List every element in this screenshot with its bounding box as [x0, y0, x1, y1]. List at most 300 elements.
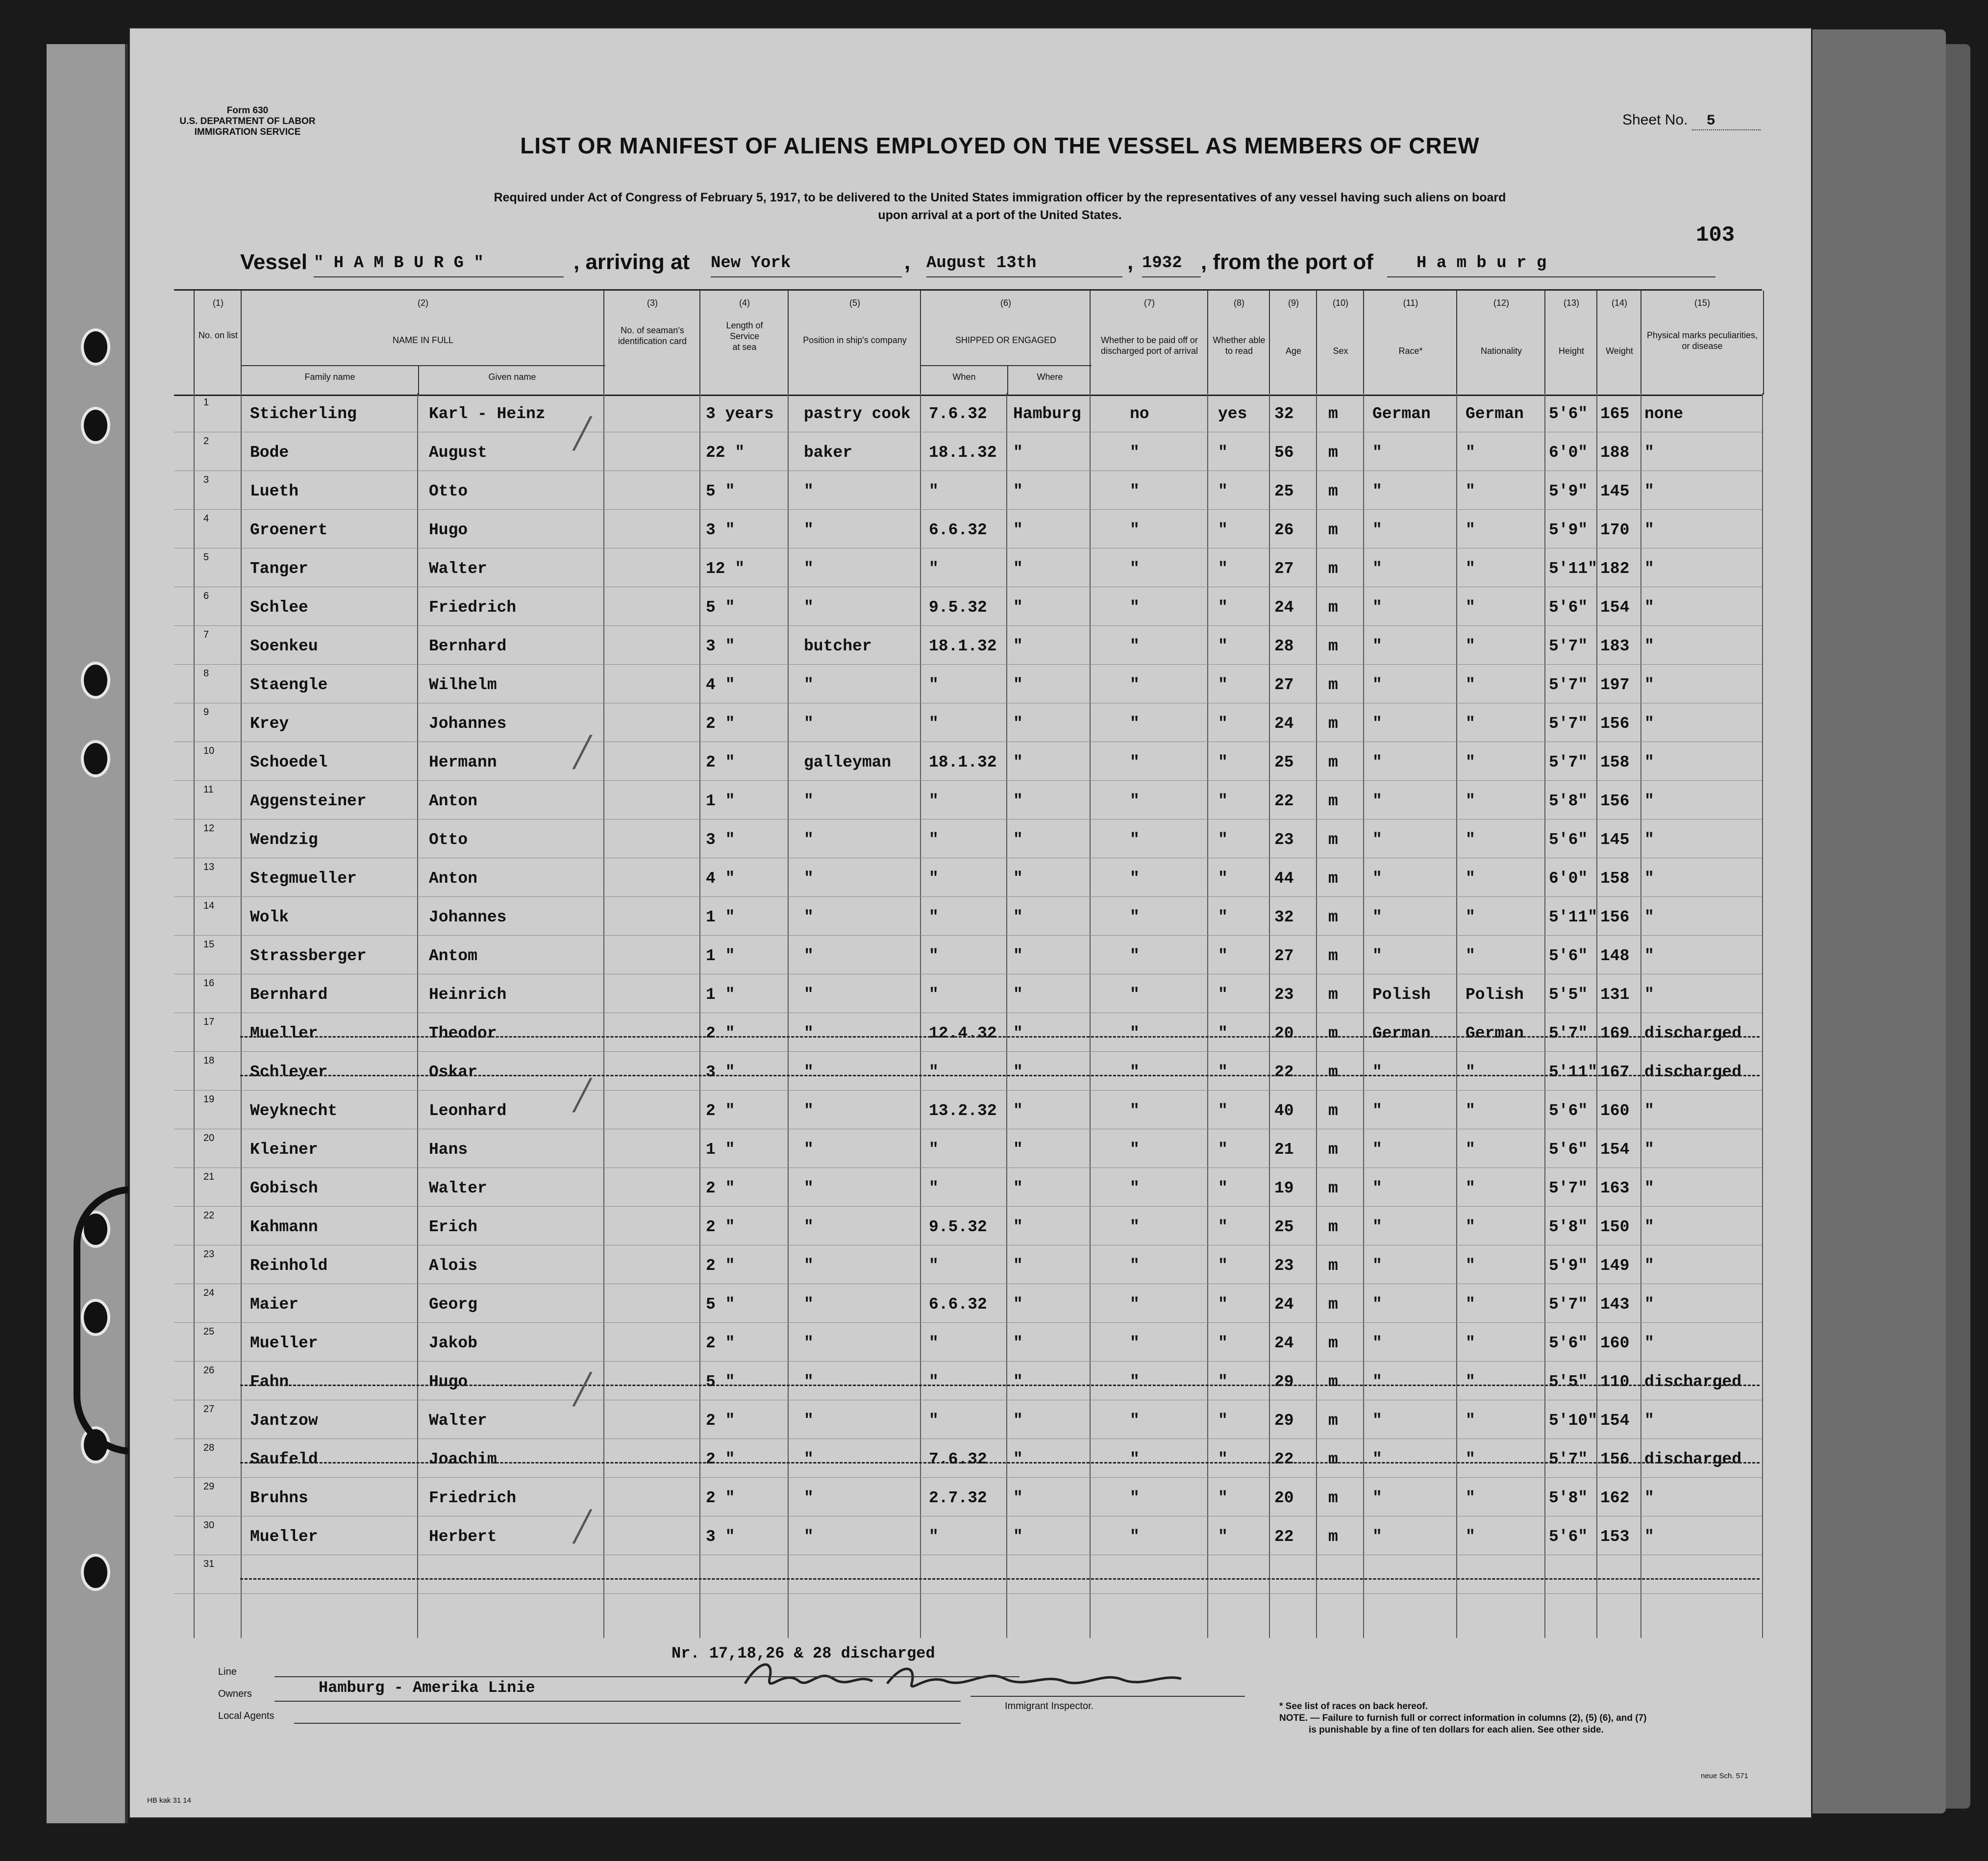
cell-age: 24 — [1274, 715, 1294, 733]
cell-when: 9.5.32 — [929, 1218, 987, 1236]
col-paid-off-header: (7) Whether to be paid off or discharged port of arrival — [1090, 291, 1208, 395]
cell-weight: 150 — [1600, 1218, 1630, 1236]
arrival-year: 1932 — [1142, 254, 1201, 277]
cell-given: Antom — [429, 947, 478, 965]
check-mark: ╱ — [573, 1510, 592, 1543]
cell-race: " — [1372, 444, 1382, 462]
cell-weight: 170 — [1600, 521, 1630, 539]
cell-service: 1 " — [706, 792, 735, 810]
cell-position: " — [804, 947, 814, 965]
cell-when: 7.6.32 — [929, 405, 987, 423]
cell-position: " — [804, 1528, 814, 1546]
cell-weight: 188 — [1600, 444, 1630, 462]
cell-where: " — [1013, 831, 1023, 849]
cell-nat: " — [1466, 521, 1475, 539]
corner-code-right: neue Sch. 571 — [1701, 1772, 1748, 1780]
col-age-header: (9) Age — [1269, 291, 1317, 395]
cell-weight: 162 — [1600, 1489, 1630, 1507]
cell-nat: " — [1466, 1102, 1475, 1120]
cell-service: 2 " — [706, 1334, 735, 1352]
cell-service: 5 " — [706, 598, 735, 617]
cell-race: " — [1372, 1489, 1382, 1507]
cell-position: " — [804, 792, 814, 810]
cell-read: " — [1218, 1024, 1228, 1042]
cell-paid: " — [1130, 444, 1140, 462]
cell-given: Otto — [429, 482, 468, 500]
cell-race: " — [1372, 715, 1382, 733]
cell-when: " — [929, 1412, 939, 1430]
cell-marks: " — [1644, 560, 1654, 578]
cell-height: 5'6" — [1549, 1141, 1588, 1159]
cell-no: 18 — [203, 1055, 215, 1066]
cell-height: 5'7" — [1549, 1295, 1588, 1314]
cell-read: " — [1218, 869, 1228, 888]
table-row — [174, 664, 1762, 703]
cell-paid: no — [1130, 405, 1149, 423]
cell-nat: " — [1466, 1063, 1475, 1081]
cell-family: Mueller — [250, 1024, 318, 1042]
cell-marks: " — [1644, 947, 1654, 965]
cell-family: Kahmann — [250, 1218, 318, 1236]
binder-ring — [74, 1186, 134, 1455]
cell-given: Hugo — [429, 521, 468, 539]
cell-no: 17 — [203, 1017, 215, 1027]
cell-sex: m — [1328, 715, 1338, 733]
cell-height: 5'6" — [1549, 405, 1588, 423]
cell-when: " — [929, 676, 939, 694]
cell-no: 9 — [203, 707, 209, 718]
cell-weight: 160 — [1600, 1334, 1630, 1352]
cell-no: 27 — [203, 1404, 215, 1414]
cell-no: 13 — [203, 862, 215, 872]
cell-marks: " — [1644, 986, 1654, 1004]
cell-read: " — [1218, 753, 1228, 771]
cell-height: 5'5" — [1549, 1373, 1588, 1391]
cell-nat: " — [1466, 792, 1475, 810]
punch-hole — [81, 740, 110, 777]
cell-when: " — [929, 947, 939, 965]
cell-nat: Polish — [1466, 986, 1524, 1004]
cell-service: 5 " — [706, 1373, 735, 1391]
cell-weight: 156 — [1600, 908, 1630, 926]
cell-paid: " — [1130, 715, 1140, 733]
cell-age: 23 — [1274, 831, 1294, 849]
cell-given: Hans — [429, 1141, 468, 1159]
cell-read: " — [1218, 908, 1228, 926]
cell-service: 12 " — [706, 560, 745, 578]
cell-position: " — [804, 1489, 814, 1507]
cell-race: " — [1372, 1218, 1382, 1236]
cell-sex: m — [1328, 1412, 1338, 1430]
department: U.S. DEPARTMENT OF LABOR — [179, 116, 316, 126]
cell-sex: m — [1328, 1218, 1338, 1236]
cell-marks: " — [1644, 792, 1654, 810]
cell-family: Schoedel — [250, 753, 328, 771]
table-row — [174, 819, 1762, 858]
cell-height: 5'10" — [1549, 1412, 1598, 1430]
table-row — [174, 742, 1762, 781]
cell-when: " — [929, 1334, 939, 1352]
cell-race: " — [1372, 1412, 1382, 1430]
cell-paid: " — [1130, 1063, 1140, 1081]
cell-when: " — [929, 986, 939, 1004]
cell-age: 25 — [1274, 482, 1294, 500]
cell-age: 22 — [1274, 1450, 1294, 1468]
vessel-name: " H A M B U R G " — [314, 254, 564, 277]
cell-when: 9.5.32 — [929, 598, 987, 617]
cell-when: " — [929, 792, 939, 810]
table-row — [174, 1051, 1762, 1091]
cell-sex: m — [1328, 637, 1338, 655]
table-row — [174, 548, 1762, 587]
cell-position: " — [804, 1218, 814, 1236]
cell-sex: m — [1328, 560, 1338, 578]
cell-when: 13.2.32 — [929, 1102, 997, 1120]
cell-when: " — [929, 831, 939, 849]
cell-marks: discharged — [1644, 1450, 1742, 1468]
cell-service: 3 " — [706, 1063, 735, 1081]
cell-position: " — [804, 715, 814, 733]
cell-age: 19 — [1274, 1179, 1294, 1197]
cell-age: 40 — [1274, 1102, 1294, 1120]
cell-service: 2 " — [706, 753, 735, 771]
cell-where: " — [1013, 753, 1023, 771]
cell-race: " — [1372, 1179, 1382, 1197]
check-mark: ╱ — [573, 736, 592, 769]
cell-position: " — [804, 869, 814, 888]
cell-position: " — [804, 521, 814, 539]
owners-label: Owners — [218, 1688, 252, 1699]
cell-height: 5'8" — [1549, 1218, 1588, 1236]
cell-nat: " — [1466, 482, 1475, 500]
table-row — [174, 858, 1762, 897]
sheet-label: Sheet No. — [1622, 112, 1688, 128]
cell-height: 5'6" — [1549, 1102, 1588, 1120]
cell-weight: 158 — [1600, 869, 1630, 888]
cell-family: Stegmueller — [250, 869, 357, 888]
table-row — [174, 393, 1762, 432]
cell-marks: " — [1644, 1257, 1654, 1275]
cell-paid: " — [1130, 482, 1140, 500]
cell-position: " — [804, 1295, 814, 1314]
cell-height: 5'6" — [1549, 947, 1588, 965]
cell-nat: " — [1466, 1489, 1475, 1507]
cell-given: Anton — [429, 792, 478, 810]
cell-marks: " — [1644, 482, 1654, 500]
discharged-note: Nr. 17,18,26 & 28 discharged — [671, 1644, 935, 1662]
cell-sex: m — [1328, 1295, 1338, 1314]
cell-weight: 131 — [1600, 986, 1630, 1004]
cell-service: 3 " — [706, 637, 735, 655]
table-row — [174, 432, 1762, 471]
cell-paid: " — [1130, 1024, 1140, 1042]
cell-family: Kleiner — [250, 1141, 318, 1159]
cell-read: " — [1218, 560, 1228, 578]
cell-no: 14 — [203, 900, 215, 911]
cell-when: " — [929, 482, 939, 500]
table-row — [174, 1361, 1762, 1400]
cell-weight: 148 — [1600, 947, 1630, 965]
cell-family: Bode — [250, 444, 289, 462]
cell-weight: 167 — [1600, 1063, 1630, 1081]
cell-race: " — [1372, 1295, 1382, 1314]
cell-paid: " — [1130, 869, 1140, 888]
cell-nat: " — [1466, 947, 1475, 965]
cell-position: " — [804, 1102, 814, 1120]
cell-no: 24 — [203, 1288, 215, 1298]
cell-age: 21 — [1274, 1141, 1294, 1159]
cell-family: Weyknecht — [250, 1102, 338, 1120]
cell-service: 2 " — [706, 1102, 735, 1120]
cell-race: " — [1372, 676, 1382, 694]
cell-age: 29 — [1274, 1412, 1294, 1430]
cell-family: Jantzow — [250, 1412, 318, 1430]
cell-where: " — [1013, 1528, 1023, 1546]
cell-no: 29 — [203, 1481, 215, 1492]
sheet-number-field — [1622, 112, 1761, 130]
cell-position: " — [804, 1450, 814, 1468]
cell-given: Erich — [429, 1218, 478, 1236]
cell-weight: 163 — [1600, 1179, 1630, 1197]
cell-service: 2 " — [706, 1218, 735, 1236]
cell-given: Hermann — [429, 753, 497, 771]
table-row — [174, 1400, 1762, 1439]
cell-given: Leonhard — [429, 1102, 507, 1120]
cell-marks: " — [1644, 444, 1654, 462]
cell-age: 32 — [1274, 908, 1294, 926]
check-mark: ╱ — [573, 1079, 592, 1112]
arrival-date: August 13th — [926, 254, 1122, 277]
cell-marks: " — [1644, 715, 1654, 733]
cell-sex: m — [1328, 831, 1338, 849]
cell-service: 3 " — [706, 831, 735, 849]
service: IMMIGRATION SERVICE — [194, 127, 301, 137]
cell-given: Alois — [429, 1257, 478, 1275]
cell-height: 5'11" — [1549, 908, 1598, 926]
cell-family: Wendzig — [250, 831, 318, 849]
cell-when: 12.4.32 — [929, 1024, 997, 1042]
cell-where: " — [1013, 715, 1023, 733]
col-height-header: (13) Height — [1544, 291, 1597, 395]
cell-where: " — [1013, 598, 1023, 617]
punch-hole — [81, 407, 110, 444]
cell-family: Gobisch — [250, 1179, 318, 1197]
cell-service: 5 " — [706, 1295, 735, 1314]
cell-family: Mueller — [250, 1528, 318, 1546]
table-row — [174, 471, 1762, 510]
cell-marks: " — [1644, 1528, 1654, 1546]
cell-marks: " — [1644, 1334, 1654, 1352]
cell-read: " — [1218, 1218, 1228, 1236]
cell-no: 22 — [203, 1210, 215, 1221]
cell-family: Soenkeu — [250, 637, 318, 655]
cell-given: Theodor — [429, 1024, 497, 1042]
cell-age: 25 — [1274, 1218, 1294, 1236]
cell-paid: " — [1130, 560, 1140, 578]
cell-height: 5'8" — [1549, 792, 1588, 810]
cell-no: 11 — [203, 784, 214, 795]
cell-family: Wolk — [250, 908, 289, 926]
cell-read: " — [1218, 1334, 1228, 1352]
cell-where: " — [1013, 1024, 1023, 1042]
cell-family: Schleyer — [250, 1063, 328, 1081]
cell-family: Bernhard — [250, 986, 328, 1004]
cell-read: " — [1218, 986, 1228, 1004]
cell-read: " — [1218, 637, 1228, 655]
cell-age: 23 — [1274, 1257, 1294, 1275]
cell-sex: m — [1328, 947, 1338, 965]
cell-read: " — [1218, 676, 1228, 694]
cell-read: " — [1218, 947, 1228, 965]
cell-age: 27 — [1274, 560, 1294, 578]
cell-paid: " — [1130, 521, 1140, 539]
vessel-label: Vessel — [240, 250, 308, 274]
footnote-races: * See list of races on back hereof. — [1279, 1701, 1428, 1712]
cell-nat: " — [1466, 1334, 1475, 1352]
cell-paid: " — [1130, 947, 1140, 965]
cell-when: 18.1.32 — [929, 637, 997, 655]
col-weight-header: (14) Weight — [1596, 291, 1641, 395]
cell-weight: 158 — [1600, 753, 1630, 771]
cell-weight: 145 — [1600, 482, 1630, 500]
cell-nat: " — [1466, 831, 1475, 849]
cell-when: " — [929, 1528, 939, 1546]
cell-read: " — [1218, 1257, 1228, 1275]
cell-when: " — [929, 1373, 939, 1391]
table-row — [174, 1245, 1762, 1284]
cell-nat: German — [1466, 1024, 1524, 1042]
cell-given: August — [429, 444, 487, 462]
cell-family: Schlee — [250, 598, 308, 617]
cell-no: 7 — [203, 629, 209, 640]
cell-nat: " — [1466, 1528, 1475, 1546]
cell-weight: 165 — [1600, 405, 1630, 423]
cell-read: " — [1218, 1102, 1228, 1120]
footnote-penalty-2: is punishable by a fine of ten dollars for each alien. See other side. — [1309, 1725, 1604, 1735]
table-row — [174, 896, 1762, 936]
cell-weight: 156 — [1600, 792, 1630, 810]
cell-race: " — [1372, 1063, 1382, 1081]
cell-sex: m — [1328, 753, 1338, 771]
cell-read: " — [1218, 1489, 1228, 1507]
cell-race: " — [1372, 1141, 1382, 1159]
cell-age: 24 — [1274, 1334, 1294, 1352]
cell-when: " — [929, 1179, 939, 1197]
cell-height: 5'7" — [1549, 1024, 1588, 1042]
cell-height: 5'6" — [1549, 1528, 1588, 1546]
cell-where: " — [1013, 1334, 1023, 1352]
cell-marks: " — [1644, 598, 1654, 617]
cell-age: 24 — [1274, 598, 1294, 617]
cell-height: 5'7" — [1549, 637, 1588, 655]
cell-marks: " — [1644, 1412, 1654, 1430]
cell-service: 1 " — [706, 1141, 735, 1159]
cell-age: 22 — [1274, 1528, 1294, 1546]
cell-race: " — [1372, 1450, 1382, 1468]
cell-position: " — [804, 1024, 814, 1042]
cell-where: " — [1013, 482, 1023, 500]
punch-hole — [81, 1554, 110, 1591]
cell-family: Staengle — [250, 676, 328, 694]
cell-family: Aggensteiner — [250, 792, 367, 810]
cell-no: 20 — [203, 1133, 215, 1143]
check-mark: ╱ — [573, 1373, 592, 1406]
cell-race: " — [1372, 482, 1382, 500]
cell-where: " — [1013, 1102, 1023, 1120]
col-race-header: (11) Race* — [1363, 291, 1457, 395]
arriving-port: New York — [711, 254, 902, 277]
cell-height: 5'7" — [1549, 1450, 1588, 1468]
cell-nat: " — [1466, 1295, 1475, 1314]
cell-paid: " — [1130, 1218, 1140, 1236]
cell-nat: " — [1466, 637, 1475, 655]
cell-when: 18.1.32 — [929, 444, 997, 462]
cell-given: Wilhelm — [429, 676, 497, 694]
cell-given: Oskar — [429, 1063, 478, 1081]
cell-no: 10 — [203, 745, 215, 756]
footnote-penalty: NOTE. — Failure to furnish full or correct information in columns (2), (5) (6), and (7) — [1279, 1713, 1647, 1723]
cell-paid: " — [1130, 1412, 1140, 1430]
cell-read: " — [1218, 444, 1228, 462]
cell-height: 5'5" — [1549, 986, 1588, 1004]
cell-when: 7.6.32 — [929, 1450, 987, 1468]
cell-service: 1 " — [706, 947, 735, 965]
cell-height: 5'9" — [1549, 482, 1588, 500]
cell-nat: German — [1466, 405, 1524, 423]
cell-where: " — [1013, 869, 1023, 888]
cell-read: " — [1218, 1295, 1228, 1314]
cell-position: " — [804, 1179, 814, 1197]
cell-where: " — [1013, 1295, 1023, 1314]
cell-nat: " — [1466, 1257, 1475, 1275]
cell-family: Mueller — [250, 1334, 318, 1352]
cell-position: " — [804, 986, 814, 1004]
cell-where: " — [1013, 1257, 1023, 1275]
cell-where: " — [1013, 1412, 1023, 1430]
cell-sex: m — [1328, 869, 1338, 888]
cell-race: " — [1372, 908, 1382, 926]
cell-race: " — [1372, 947, 1382, 965]
cell-position: " — [804, 1412, 814, 1430]
cell-weight: 169 — [1600, 1024, 1630, 1042]
cell-service: 3 " — [706, 521, 735, 539]
subtitle-line-2: upon arrival at a port of the United States. — [878, 208, 1122, 222]
cell-where: " — [1013, 1373, 1023, 1391]
table-row — [174, 780, 1762, 819]
cell-paid: " — [1130, 1257, 1140, 1275]
cell-service: 3 years — [706, 405, 774, 423]
cell-given: Johannes — [429, 908, 507, 926]
table-row — [174, 1516, 1762, 1555]
cell-where: " — [1013, 444, 1023, 462]
cell-given: Karl - Heinz — [429, 405, 546, 423]
inspector-label: Immigrant Inspector. — [1005, 1701, 1094, 1712]
cell-paid: " — [1130, 676, 1140, 694]
cell-given: Walter — [429, 1179, 487, 1197]
cell-height: 5'6" — [1549, 831, 1588, 849]
cell-when: 18.1.32 — [929, 753, 997, 771]
cell-height: 5'8" — [1549, 1489, 1588, 1507]
cell-sex: m — [1328, 908, 1338, 926]
cell-sex: m — [1328, 1024, 1338, 1042]
cell-weight: 182 — [1600, 560, 1630, 578]
cell-age: 56 — [1274, 444, 1294, 462]
cell-weight: 145 — [1600, 831, 1630, 849]
cell-age: 44 — [1274, 869, 1294, 888]
punch-hole — [81, 662, 110, 699]
cell-when: " — [929, 560, 939, 578]
cell-given: Friedrich — [429, 1489, 517, 1507]
